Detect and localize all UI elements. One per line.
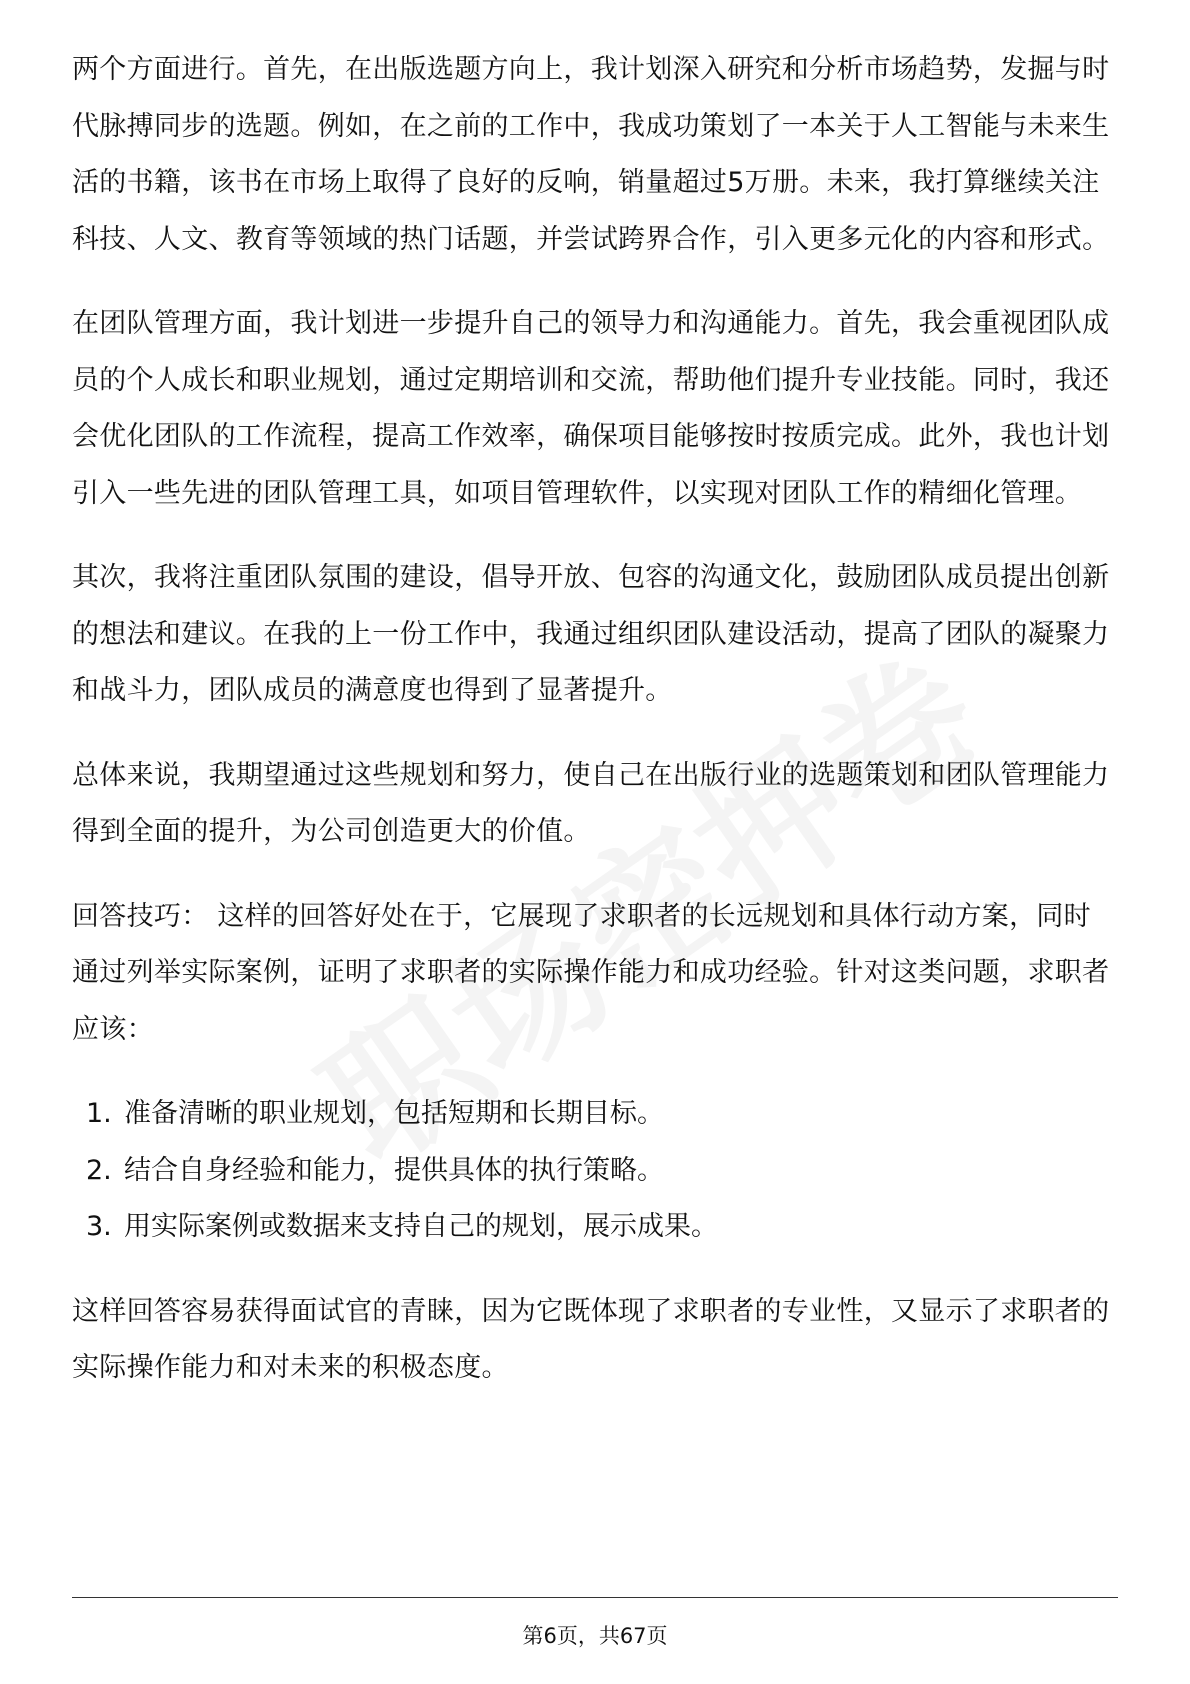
list-text: 结合自身经验和能力，提供具体的执行策略。	[124, 1154, 664, 1186]
document-body	[72, 42, 1118, 1397]
paragraph-topic-direction: 两个方面进行。首先，在出版选题方向上，我计划深入研究和分析市场趋势，发掘与时代脉搏同步的选题。例如，在之前的工作中，我成功策划了一本关于人工智能与未来生活的书籍，该书在市场上取得了良好的反响，销量超过5万册。未来，我打算继续关注科技、人文、教育等领域的热门话题，并尝试跨界合作，引入更多元化的内容和形式。	[72, 54, 1110, 255]
paragraph-team-management: 在团队管理方面，我计划进一步提升自己的领导力和沟通能力。首先，我会重视团队成员的个人成长和职业规划，通过定期培训和交流，帮助他们提升专业技能。同时，我还会优化团队的工作流程，提高工作效率，确保项目能够按时按质完成。此外，我也计划引入一些先进的团队管理工具，如项目管理软件，以实现对团队工作的精细化管理。	[72, 308, 1110, 509]
page-number: 第6页，共67页	[522, 1624, 668, 1648]
footer-divider	[72, 1597, 1118, 1598]
paragraph-answer-tips: 回答技巧： 这样的回答好处在于，它展现了求职者的长远规划和具体行动方案，同时通过列举实际案例，证明了求职者的实际操作能力和成功经验。针对这类问题，求职者应该：	[72, 900, 1110, 1045]
paragraph-closing: 这样回答容易获得面试官的青睐，因为它既体现了求职者的专业性，又显示了求职者的实际操作能力和对未来的积极态度。	[72, 1295, 1110, 1383]
list-text: 准备清晰的职业规划，包括短期和长期目标。	[124, 1098, 664, 1129]
list-number: 1.	[86, 1098, 112, 1129]
list-text: 用实际案例或数据来支持自己的规划，展示成果。	[124, 1211, 718, 1242]
paragraph-team-culture: 其次，我将注重团队氛围的建设，倡导开放、包容的沟通文化，鼓励团队成员提出创新的想法和建议。在我的上一份工作中，我通过组织团队建设活动，提高了团队的凝聚力和战斗力，团队成员的满意度也得到了显著提升。	[72, 562, 1110, 706]
list-item	[72, 1143, 1118, 1200]
list-number: 3.	[86, 1211, 112, 1242]
list-number: 2.	[86, 1154, 112, 1186]
list-item	[72, 1086, 1118, 1143]
tips-list	[72, 1086, 1118, 1256]
paragraph-summary: 总体来说，我期望通过这些规划和努力，使自己在出版行业的选题策划和团队管理能力得到全面的提升，为公司创造更大的价值。	[72, 759, 1110, 847]
list-item	[72, 1199, 1118, 1256]
